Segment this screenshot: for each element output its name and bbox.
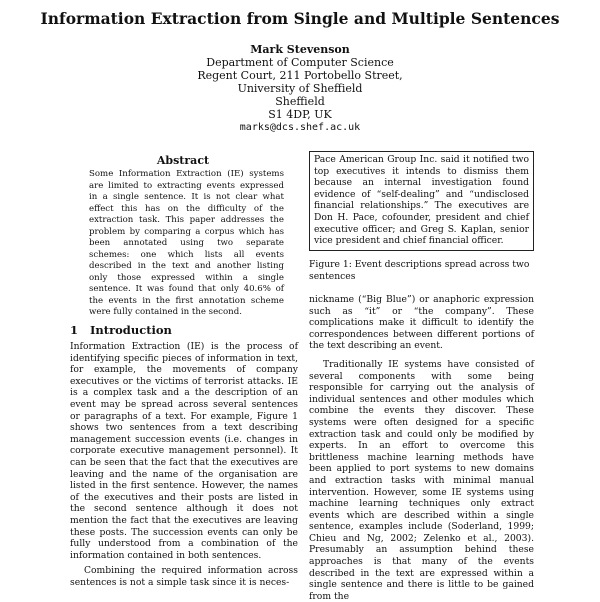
intro-paragraph-1: Information Extraction (IE) is the process of identifying specific pieces of information in text, for example, the movements of company executives or the victims of terrorist attacks. IE is a complex task and a the description of an event may be spread across several sentences or paragraphs of a text. For example, Figure 1 shows two sentences from a text describing management succession events (i.e. changes in corporate executive management personnel). It can be seen that the fact that the executives are leaving and the name of the organisation are listed in the first sentence. However, the names of the executives and their posts are listed in the second sentence although it does not mention the fact that the executives are leaving these posts. The succession events can only be fully understood from a combination of the information contained in both sentences.	[70, 341, 298, 561]
author-university: University of Sheffield	[237, 82, 363, 95]
author-city: Sheffield	[275, 95, 325, 108]
intro-paragraph-2: Combining the required information across sentences is not a simple task since it is neces-	[70, 565, 298, 588]
abstract-heading: Abstract	[156, 154, 210, 167]
figure-1-caption: Figure 1: Event descriptions spread across two sentences	[309, 259, 530, 282]
author-name: Mark Stevenson	[250, 43, 350, 56]
author-department: Department of Computer Science	[206, 56, 394, 69]
author-email: marks@dcs.shef.ac.uk	[239, 122, 361, 133]
left-column	[70, 341, 298, 588]
paper-title: Information Extraction from Single and Multiple Sentences	[40, 9, 560, 28]
author-postcode: S1 4DP, UK	[268, 108, 332, 121]
intro-paragraph-3: nickname (“Big Blue”) or anaphoric expression such as “it” or “the company”. These complications make it difficult to identify the correspondences between different portions of the text describing an event.	[309, 294, 534, 352]
author-block	[0, 43, 600, 134]
author-street: Regent Court, 211 Portobello Street,	[197, 69, 403, 82]
intro-paragraph-4: Traditionally IE systems have consisted of several components with some being responsible for carrying out the analysis of individual sentences and other modules which combine the events they discover. These systems were often designed for a specific extraction task and could only be modified by experts. In an effort to overcome this brittleness machine learning methods have been applied to port systems to new domains and extraction tasks with minimal manual intervention. However, some IE systems using machine learning techniques only extract events which are described within a single sentence, examples include (Soderland, 1999; Chieu and Ng, 2002; Zelenko et al., 2003). Presumably an assumption behind these approaches is that many of the events described in the text are expressed within a single sentence and there is little to be gained from the	[309, 358, 534, 602]
abstract-text: Some Information Extraction (IE) systems are limited to extracting events expressed in a single sentence. It is not clear what effect this has on the difficulty of the extraction task. This paper addresses the problem by comparing a corpus which has been annotated using two separate schemes: one which lists all events described in the text and another listing only those expressed within a single sentence. It was found that only 40.6% of the events in the first annotation scheme were fully contained in the second.	[89, 169, 284, 317]
section-title: Introduction	[90, 323, 172, 337]
section-heading	[70, 323, 172, 337]
right-column	[309, 294, 534, 602]
figure-1-box: Pace American Group Inc. said it notified two top executives it intends to dismiss them because an internal investigation found evidence of “self-dealing” and “undisclosed financial relationships.” The executives are Don H. Pace, cofounder, president and chief executive officer; and Greg S. Kaplan, senior vice president and chief financial officer.	[309, 151, 534, 251]
section-number: 1	[70, 323, 79, 337]
